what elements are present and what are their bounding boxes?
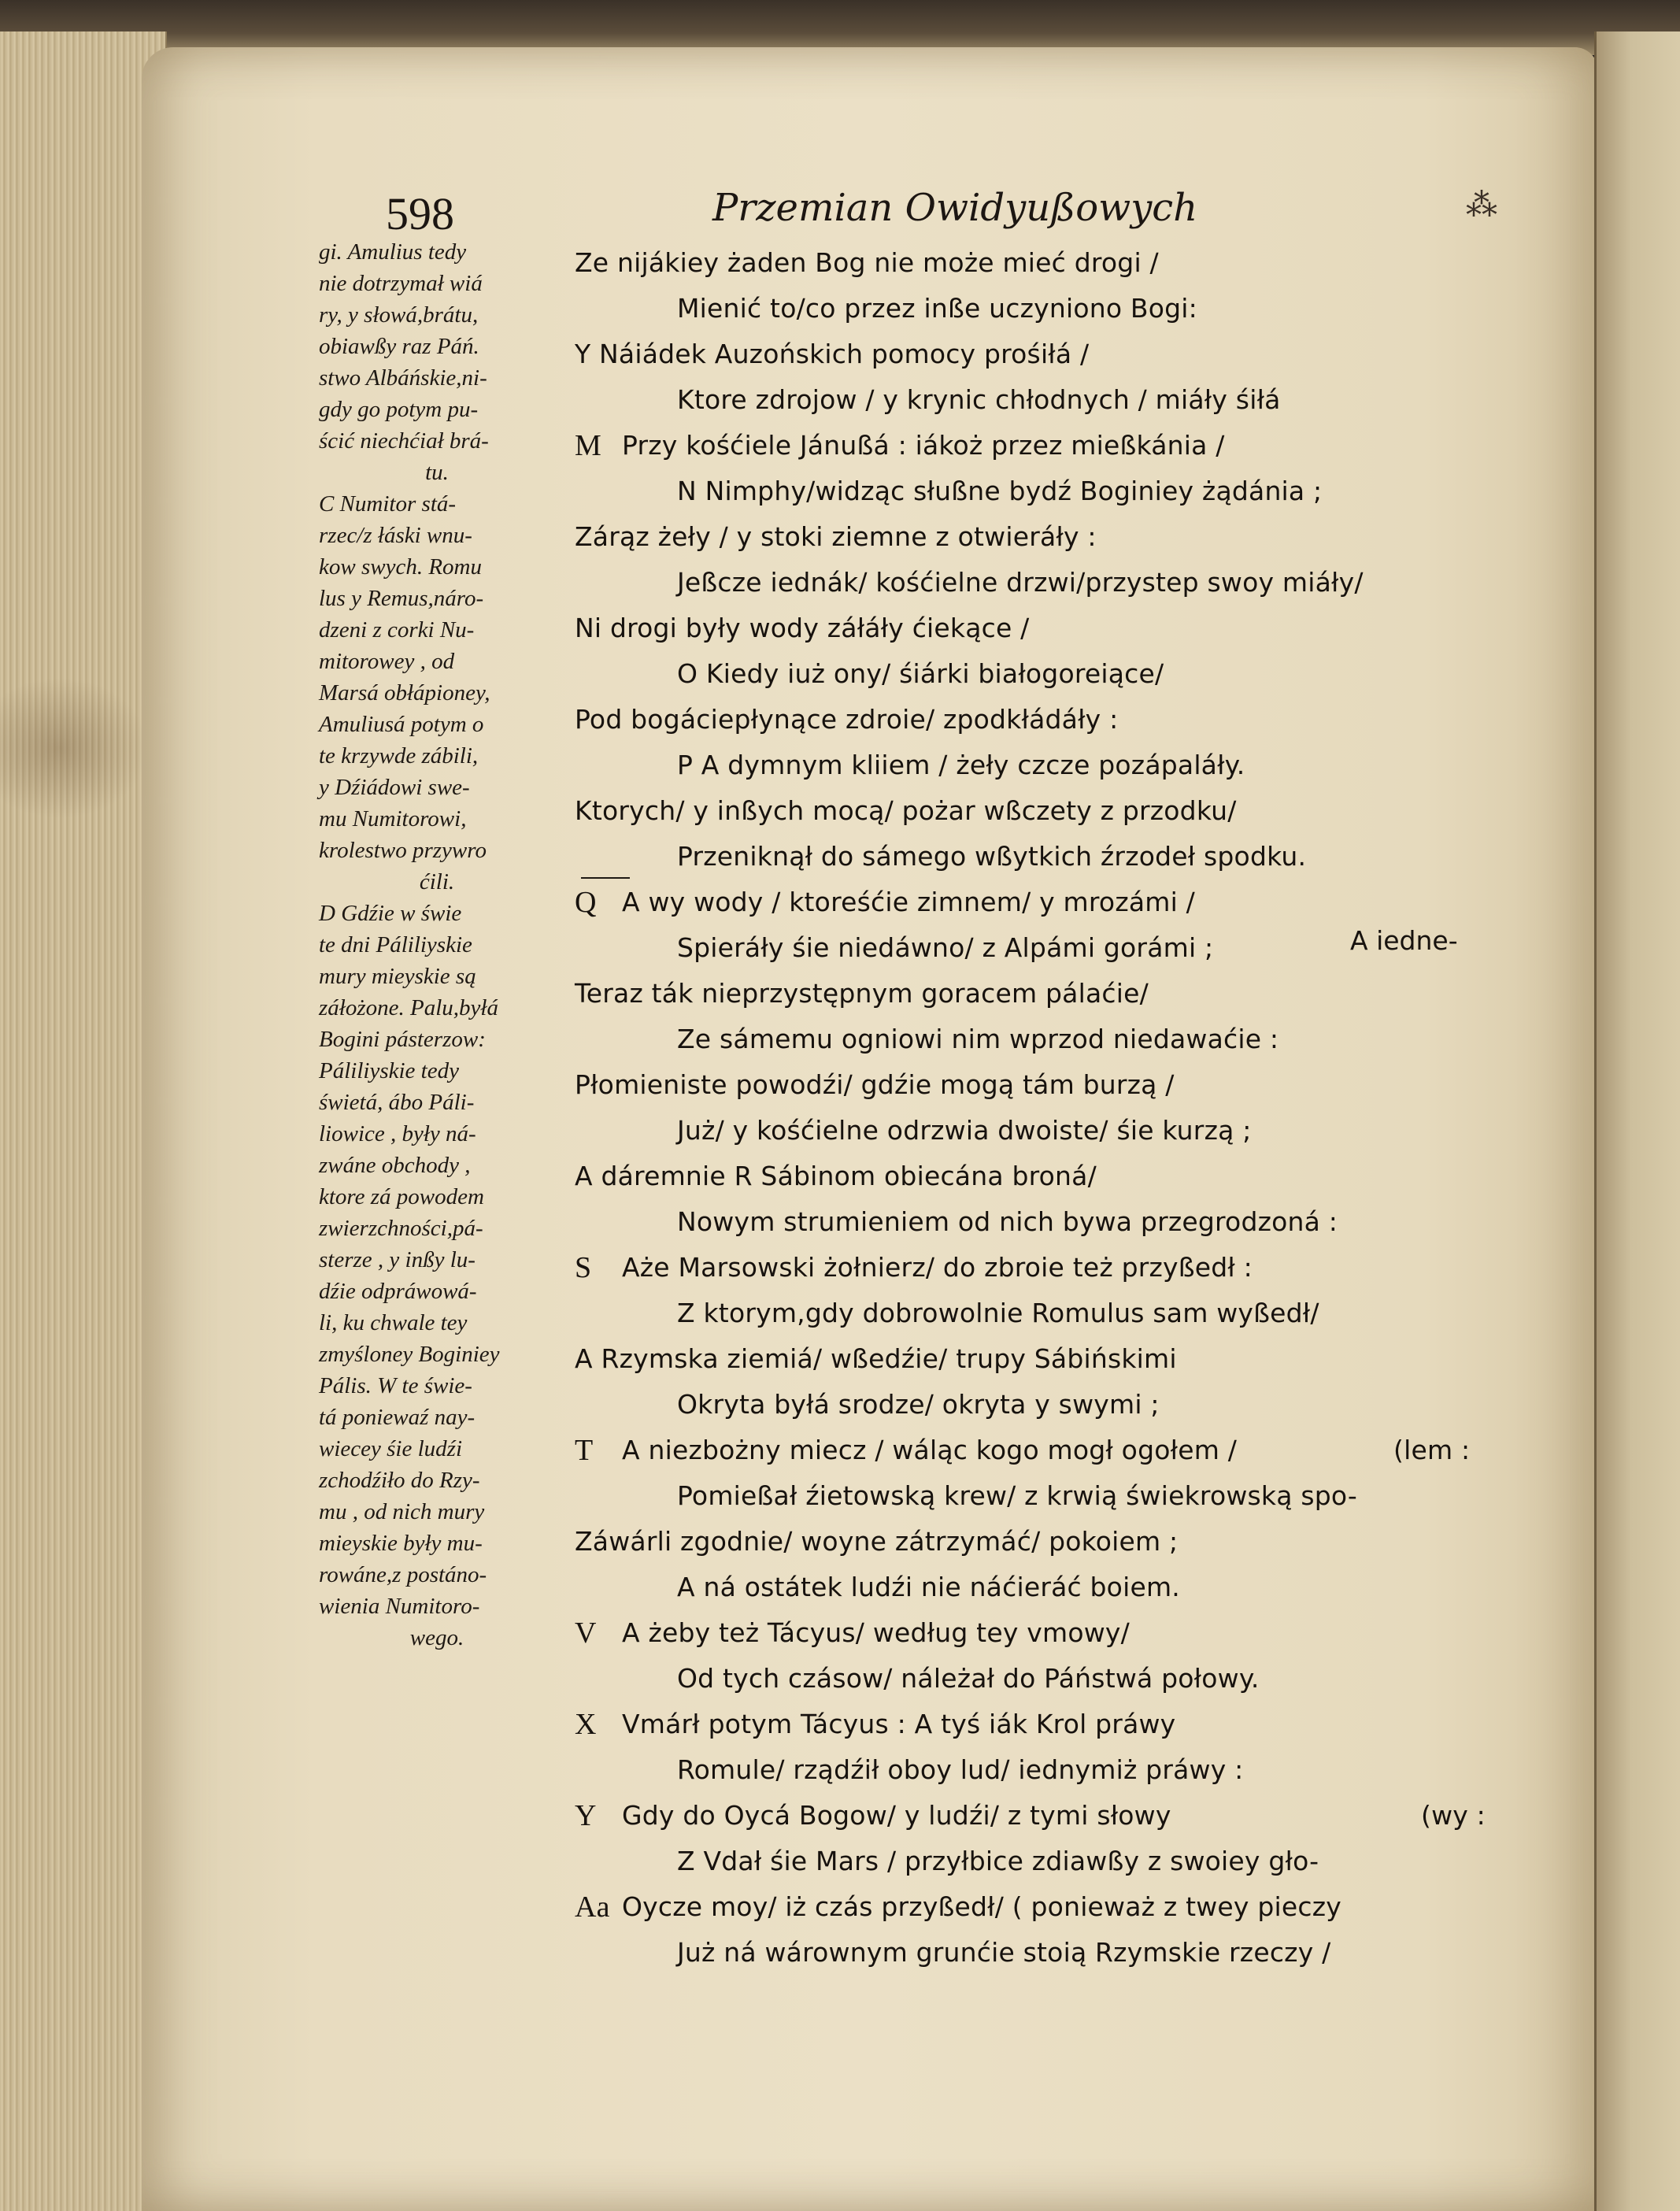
- verse-line-text: Nowym strumieniem od nich bywa przegrodzoná :: [677, 1206, 1338, 1237]
- verse-line: [575, 1839, 1519, 1884]
- verse-line-text: Już ná wárownym grunćie stoią Rzymskie rzeczy /: [677, 1937, 1331, 1968]
- margin-note-line: y Dźiádowi swe-: [319, 775, 470, 800]
- verse-line: [575, 1930, 1519, 1976]
- verse-line-text: Płomieniste powodźi/ gdźie mogą tám burzą /: [575, 1069, 1175, 1100]
- verse-line-text: Teraz ták nieprzystępnym goracem pálaćie/: [575, 978, 1149, 1009]
- corner-ornament: ⁂: [1466, 187, 1497, 224]
- verse-line-text: P A dymnym kliiem / żeły czcze pozápaláły.: [677, 750, 1245, 780]
- paper-stain: [0, 677, 150, 819]
- margin-note-line: ktore zá powodem: [319, 1184, 484, 1209]
- verse-line-text: Z ktorym,gdy dobrowolnie Romulus sam wyßedł/: [677, 1298, 1319, 1328]
- verse-text: [575, 240, 1519, 1976]
- verse-line-text: Ze sámemu ogniowi nim wprzod niedawaćie :: [677, 1024, 1279, 1054]
- verse-line-text: Ktore zdrojow / y krynic chłodnych / miáły śiłá: [677, 384, 1281, 415]
- verse-line: [575, 1017, 1519, 1062]
- verse-line: [575, 1793, 1519, 1839]
- verse-line: [575, 1884, 1519, 1930]
- margin-note-line: gi. Amulius tedy: [319, 239, 467, 265]
- catchword: A iedne-: [1350, 925, 1458, 956]
- verse-line-text: O Kiedy iuż ony/ śiárki białogoreiące/: [677, 658, 1164, 689]
- note-marker: Y: [575, 1799, 597, 1832]
- verse-line: [575, 1702, 1519, 1747]
- verse-line-text: Aże Marsowski żołnierz/ do zbroie też przyßedł :: [622, 1252, 1253, 1283]
- verse-line: [575, 468, 1519, 514]
- verse-line: [575, 788, 1519, 834]
- page-number: 598: [386, 188, 454, 239]
- verse-line-text: A dáremnie R Sábinom obiecána broná/: [575, 1161, 1097, 1191]
- verse-line-text: A żeby też Tácyus/ według tey vmowy/: [622, 1617, 1130, 1648]
- margin-note-line: świetá, ábo Páli-: [319, 1090, 475, 1115]
- margin-note-line: Bogini pásterzow:: [319, 1027, 486, 1052]
- margin-note-line: Pális. W te świe-: [319, 1373, 472, 1398]
- verse-line-text: Przeniknął do sámego wßytkich źrzodeł spodku.: [677, 841, 1307, 872]
- verse-line: [575, 1519, 1519, 1565]
- verse-line: [575, 1473, 1519, 1519]
- margin-note-line: tá poniewaź nay-: [319, 1405, 476, 1430]
- verse-turnover: (wy :: [1421, 1800, 1486, 1831]
- verse-line: [575, 1245, 1519, 1291]
- verse-line-text: Ktorych/ y inßych mocą/ pożar wßczety z przodku/: [575, 795, 1237, 826]
- verse-line: [575, 1747, 1519, 1793]
- verse-line: [575, 423, 1519, 468]
- margin-note-line: zchodźiło do Rzy-: [319, 1468, 480, 1493]
- verse-line: [575, 1382, 1519, 1428]
- verse-line-text: A Rzymska ziemiá/ wßedźie/ trupy Sábińskimi: [575, 1343, 1177, 1374]
- margin-note-line: zmyśloney Boginiey: [319, 1342, 500, 1367]
- verse-line: [575, 286, 1519, 331]
- margin-note-line: tu.: [425, 460, 449, 485]
- verse-line: [575, 1062, 1519, 1108]
- verse-line: [575, 1291, 1519, 1336]
- margin-note-line: Marsá obłápioney,: [319, 680, 490, 706]
- margin-note-line: D Gdźie w świe: [319, 901, 462, 926]
- margin-note-line: te dni Páliliyskie: [319, 932, 472, 957]
- margin-note-line: dźie odpráwowá-: [319, 1279, 477, 1304]
- margin-note-line: te krzywde zábili,: [319, 743, 479, 768]
- verse-turnover: (lem :: [1393, 1435, 1471, 1465]
- margin-note-line: mieyskie były mu-: [319, 1531, 483, 1556]
- verse-line: [575, 743, 1519, 788]
- verse-line: [575, 834, 1519, 880]
- margin-note-line: ćili.: [419, 869, 455, 894]
- running-head: Przemian Owidyußowych: [712, 186, 1198, 230]
- margin-note-line: Páliliyskie tedy: [319, 1058, 459, 1083]
- verse-line-text: N Nimphy/widząc słußne bydź Boginiey żądánia ;: [677, 476, 1323, 506]
- verse-line-text: Jeßcze iednák/ kośćielne drzwi/przystep swoy miáły/: [677, 567, 1364, 598]
- margin-note-line: kow swych. Romu: [319, 554, 482, 580]
- verse-line: [575, 331, 1519, 377]
- verse-line: [575, 1154, 1519, 1199]
- verse-line: [575, 1610, 1519, 1656]
- margin-note-line: dzeni z corki Nu-: [319, 617, 475, 643]
- margin-note-line: Amuliusá potym o: [319, 712, 484, 737]
- margin-note-line: wego.: [409, 1625, 464, 1650]
- verse-line-text: Ze nijákiey żaden Bog nie może mieć drogi /: [575, 247, 1159, 278]
- verse-line: [575, 880, 1519, 925]
- margin-note-line: obiawßy raz Páń.: [319, 334, 479, 359]
- margin-note-line: liowice , były ná-: [319, 1121, 476, 1146]
- verse-line: [575, 514, 1519, 560]
- marker-underline: [581, 877, 630, 879]
- margin-note-line: li, ku chwale tey: [319, 1310, 468, 1335]
- margin-note-line: nie dotrzymał wiá: [319, 271, 483, 296]
- verse-line: [575, 971, 1519, 1017]
- verse-line-text: Spieráły śie niedáwno/ z Alpámi gorámi ;: [677, 932, 1214, 963]
- margin-note-line: sterze , y inßy lu-: [319, 1247, 476, 1272]
- verse-line: [575, 377, 1519, 423]
- note-marker: Q: [575, 886, 597, 919]
- verse-line-text: Zárąz żeły / y stoki ziemne z otwieráły :: [575, 521, 1097, 552]
- verse-line-text: Mienić to/co przez inße uczyniono Bogi:: [677, 293, 1197, 324]
- verse-line: [575, 1656, 1519, 1702]
- margin-note-line: rzec/z łáski wnu-: [319, 523, 472, 548]
- verse-line-text: Vmárł potym Tácyus : A tyś iák Krol práwy: [622, 1709, 1176, 1739]
- margin-note-line: zwierzchności,pá-: [319, 1216, 483, 1241]
- margin-note-line: rowáne,z postáno-: [319, 1562, 487, 1587]
- margin-note-line: gdy go potym pu-: [319, 397, 479, 422]
- margin-note-line: mu Numitorowi,: [319, 806, 467, 831]
- margin-note-line: stwo Albáńskie,ni-: [319, 365, 487, 391]
- margin-note-line: ścić niechćiał brá-: [319, 428, 489, 454]
- note-marker: V: [575, 1617, 597, 1650]
- verse-line-text: Z Vdał śie Mars / przyłbice zdiawßy z swoiey gło-: [677, 1846, 1319, 1876]
- verse-line-text: Oycze moy/ iż czás przyßedł/ ( ponieważ z twey pieczy: [622, 1891, 1341, 1922]
- facing-page-edge: [1594, 31, 1680, 2211]
- verse-line: [575, 560, 1519, 606]
- margin-note-line: mitorowey , od: [319, 649, 455, 674]
- verse-line: [575, 1108, 1519, 1154]
- verse-line: [575, 697, 1519, 743]
- note-marker: X: [575, 1708, 597, 1741]
- verse-line-text: Już/ y kośćielne odrzwia dwoiste/ śie kurzą ;: [677, 1115, 1252, 1146]
- margin-note-line: krolestwo przywro: [319, 838, 487, 863]
- verse-line-text: Y Náiádek Auzońskich pomocy prośiłá /: [575, 339, 1090, 369]
- margin-note-line: wiecey śie ludźi: [319, 1436, 463, 1461]
- verse-line-text: Od tych czásow/ náleżał do Páństwá połowy.: [677, 1663, 1260, 1694]
- note-marker: M: [575, 429, 601, 462]
- note-marker: T: [575, 1434, 594, 1467]
- margin-note-line: zwáne obchody ,: [319, 1153, 471, 1178]
- verse-line: [575, 1336, 1519, 1382]
- verse-line-text: A wy wody / ktoreśćie zimnem/ y mrozámi /: [622, 887, 1195, 917]
- margin-note-line: mury mieyskie są: [319, 964, 476, 989]
- margin-note-line: ry, y słowá,brátu,: [319, 302, 479, 328]
- verse-line: [575, 606, 1519, 651]
- verse-line-text: Okryta byłá srodze/ okryta y swymi ;: [677, 1389, 1160, 1420]
- verse-line-text: A niezbożny miecz / wáląc kogo mogł ogołem /: [622, 1435, 1238, 1465]
- note-marker: Aa: [575, 1891, 610, 1924]
- verse-line-text: Pomießał źietowską krew/ z krwią świekrowską spo-: [677, 1480, 1357, 1511]
- verse-line-text: Pod bogáciepłynące zdroie/ zpodkłádáły :: [575, 704, 1119, 735]
- verse-line-text: Gdy do Oycá Bogow/ y ludźi/ z tymi słowy: [622, 1800, 1171, 1831]
- margin-notes: [319, 236, 555, 1654]
- verse-line-text: Ni drogi były wody záłáły ćiekące /: [575, 613, 1030, 643]
- verse-line-text: Przy kośćiele Jánußá : iákoż przez mießkánia /: [622, 430, 1225, 461]
- verse-line-text: Záwárli zgodnie/ woyne zátrzymáć/ pokoiem ;: [575, 1526, 1179, 1557]
- verse-line: [575, 1428, 1519, 1473]
- verse-line-text: A ná ostátek ludźi nie náćieráć boiem.: [677, 1572, 1180, 1602]
- verse-line: [575, 240, 1519, 286]
- verse-line: [575, 1199, 1519, 1245]
- margin-note-line: C Numitor stá-: [319, 491, 457, 517]
- verse-line-text: Romule/ rządźił oboy lud/ iednymiż práwy :: [677, 1754, 1244, 1785]
- margin-note-line: záłożone. Palu,byłá: [319, 995, 498, 1020]
- verse-line: [575, 1565, 1519, 1610]
- verse-line: [575, 651, 1519, 697]
- margin-note-line: wienia Numitoro-: [319, 1594, 480, 1619]
- margin-note-line: mu , od nich mury: [319, 1499, 485, 1524]
- margin-note-line: lus y Remus,náro-: [319, 586, 484, 611]
- note-marker: S: [575, 1251, 592, 1284]
